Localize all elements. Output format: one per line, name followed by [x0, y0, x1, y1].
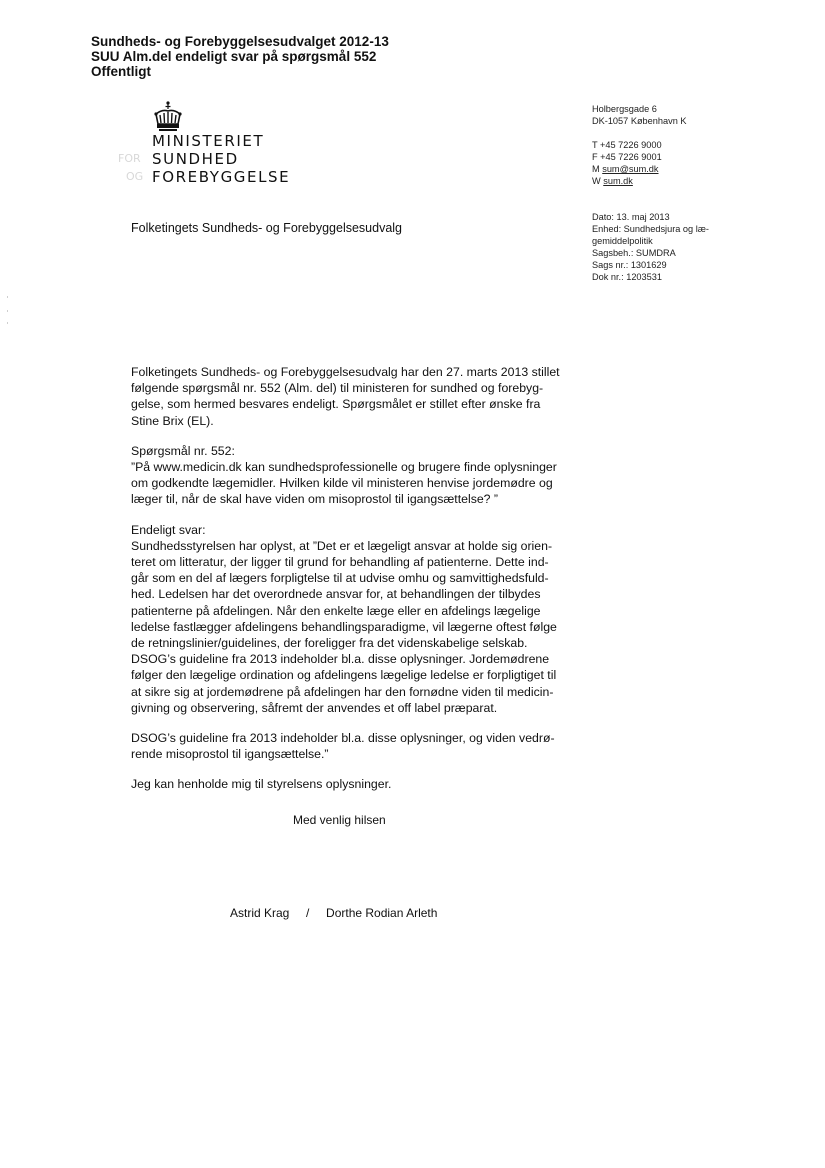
signature-names: Astrid Krag / Dorthe Rodian Arleth — [230, 906, 438, 920]
text-line: Folketingets Sundheds- og Forebyggelsesudvalg har den 27. marts 2013 stillet — [131, 365, 560, 379]
text-line: teret om litteratur, der ligger til grund for behandling af patienterne. Dette ind- — [131, 555, 549, 570]
text-line: at sikre sig at jordemødrene på afdelingen har den fornødne viden til medicin- — [131, 684, 554, 699]
text-line: ”På www.medicin.dk kan sundhedsprofessionelle og brugere finde oplysninger — [131, 460, 557, 475]
mail-prefix: M — [592, 164, 603, 174]
mail-link[interactable]: sum@sum.dk — [602, 164, 659, 174]
address-phone: T +45 7226 9000 — [592, 140, 662, 150]
text-line: DSOG’s guideline fra 2013 indeholder bl.a. disse oplysninger, og viden vedrø- — [131, 731, 555, 746]
document-stamp — [91, 34, 389, 79]
stamp-status: Offentligt — [91, 64, 151, 79]
answer-heading: Endeligt svar: — [131, 522, 206, 537]
text-line: læger til, når de skal have viden om misoprostol til igangsættelse? ” — [131, 492, 499, 507]
meta-unit-line2: gemiddelpolitik — [592, 236, 653, 246]
logo-faint-og: OG — [126, 170, 144, 183]
text-line: følgende spørgsmål nr. 552 (Alm. del) til ministeren for sundhed og forebyg- — [131, 381, 544, 396]
web-prefix: W — [592, 176, 604, 186]
text-line: om godkendte lægemidler. Hvilken kilde vil ministeren henvise jordemødre og — [131, 476, 553, 491]
ministry-address — [592, 103, 687, 187]
meta-case-number: Sags nr.: 1301629 — [592, 260, 667, 270]
text-line: patienterne på afdelingen. Når den enkelte læge eller en afdelings lægelige — [131, 603, 541, 618]
address-city: DK-1057 København K — [592, 116, 687, 126]
ministry-logo — [118, 132, 291, 186]
question-paragraph — [131, 443, 561, 508]
answer-paragraph — [131, 522, 561, 716]
text-line: ledelse fastlægger afdelingens behandlingsparadigme, vil lægerne oftest følge — [131, 619, 557, 634]
text-line: Stine Brix (EL). — [131, 413, 214, 428]
text-line: går som en del af lægers forpligtelse til at udvise omhu og samvittighedsfuld- — [131, 571, 549, 586]
text-line: de retningslinier/guidelines, der foreligger fra det videnskabelige selskab. — [131, 636, 528, 651]
logo-line-sundhed: SUNDHED — [152, 150, 239, 168]
address-fax: F +45 7226 9001 — [592, 152, 662, 162]
recipient: Folketingets Sundheds- og Forebyggelsesudvalg — [131, 221, 403, 235]
final-paragraph — [131, 776, 561, 792]
crown-icon — [150, 100, 186, 134]
address-web-row — [592, 175, 687, 187]
logo-faint-for: FOR — [118, 152, 141, 165]
web-link[interactable]: sum.dk — [603, 176, 633, 186]
meta-document-number: Dok nr.: 1203531 — [592, 272, 662, 282]
meta-unit-line1: Enhed: Sundhedsjura og læ- — [592, 224, 709, 234]
case-metadata — [592, 211, 709, 283]
text-line: gelse, som hermed besvares endeligt. Spørgsmålet er stillet efter ønske fra — [131, 397, 541, 412]
margin-mark — [7, 310, 8, 312]
question-heading: Spørgsmål nr. 552: — [131, 443, 235, 458]
logo-line-ministeriet: MINISTERIET — [152, 132, 265, 150]
text-line: Jeg kan henholde mig til styrelsens oplysninger. — [131, 777, 392, 792]
text-line: DSOG’s guideline fra 2013 indeholder bl.a. disse oplysninger. Jordemødrene — [131, 652, 550, 667]
text-line: rende misoprostol til igangsættelse.” — [131, 747, 329, 762]
text-line: hed. Ledelsen har det overordnede ansvar for, at behandlingen der tilbydes — [131, 587, 541, 602]
stamp-committee: Sundheds- og Forebyggelsesudvalget 2012-13 — [91, 34, 389, 49]
margin-mark — [7, 322, 8, 324]
letter-body — [131, 364, 561, 807]
margin-mark — [7, 296, 8, 298]
address-street: Holbergsgade 6 — [592, 104, 657, 114]
closing-greeting: Med venlig hilsen — [293, 813, 386, 827]
logo-line-forebyggelse: FOREBYGGELSE — [152, 168, 291, 186]
address-mail-row — [592, 163, 687, 175]
intro-paragraph — [131, 364, 561, 429]
meta-handler: Sagsbeh.: SUMDRA — [592, 248, 676, 258]
text-line: givning og observering, såfremt der anvendes et off label præparat. — [131, 700, 498, 715]
meta-date: Dato: 13. maj 2013 — [592, 212, 670, 222]
stamp-reference: SUU Alm.del endeligt svar på spørgsmål 552 — [91, 49, 377, 64]
text-line: følger den lægelige ordination og afdelingens lægelige ledelse er forpligtiget til — [131, 668, 557, 683]
dsog-paragraph — [131, 730, 561, 762]
text-line: Sundhedsstyrelsen har oplyst, at ”Det er et lægeligt ansvar at holde sig orien- — [131, 538, 553, 553]
